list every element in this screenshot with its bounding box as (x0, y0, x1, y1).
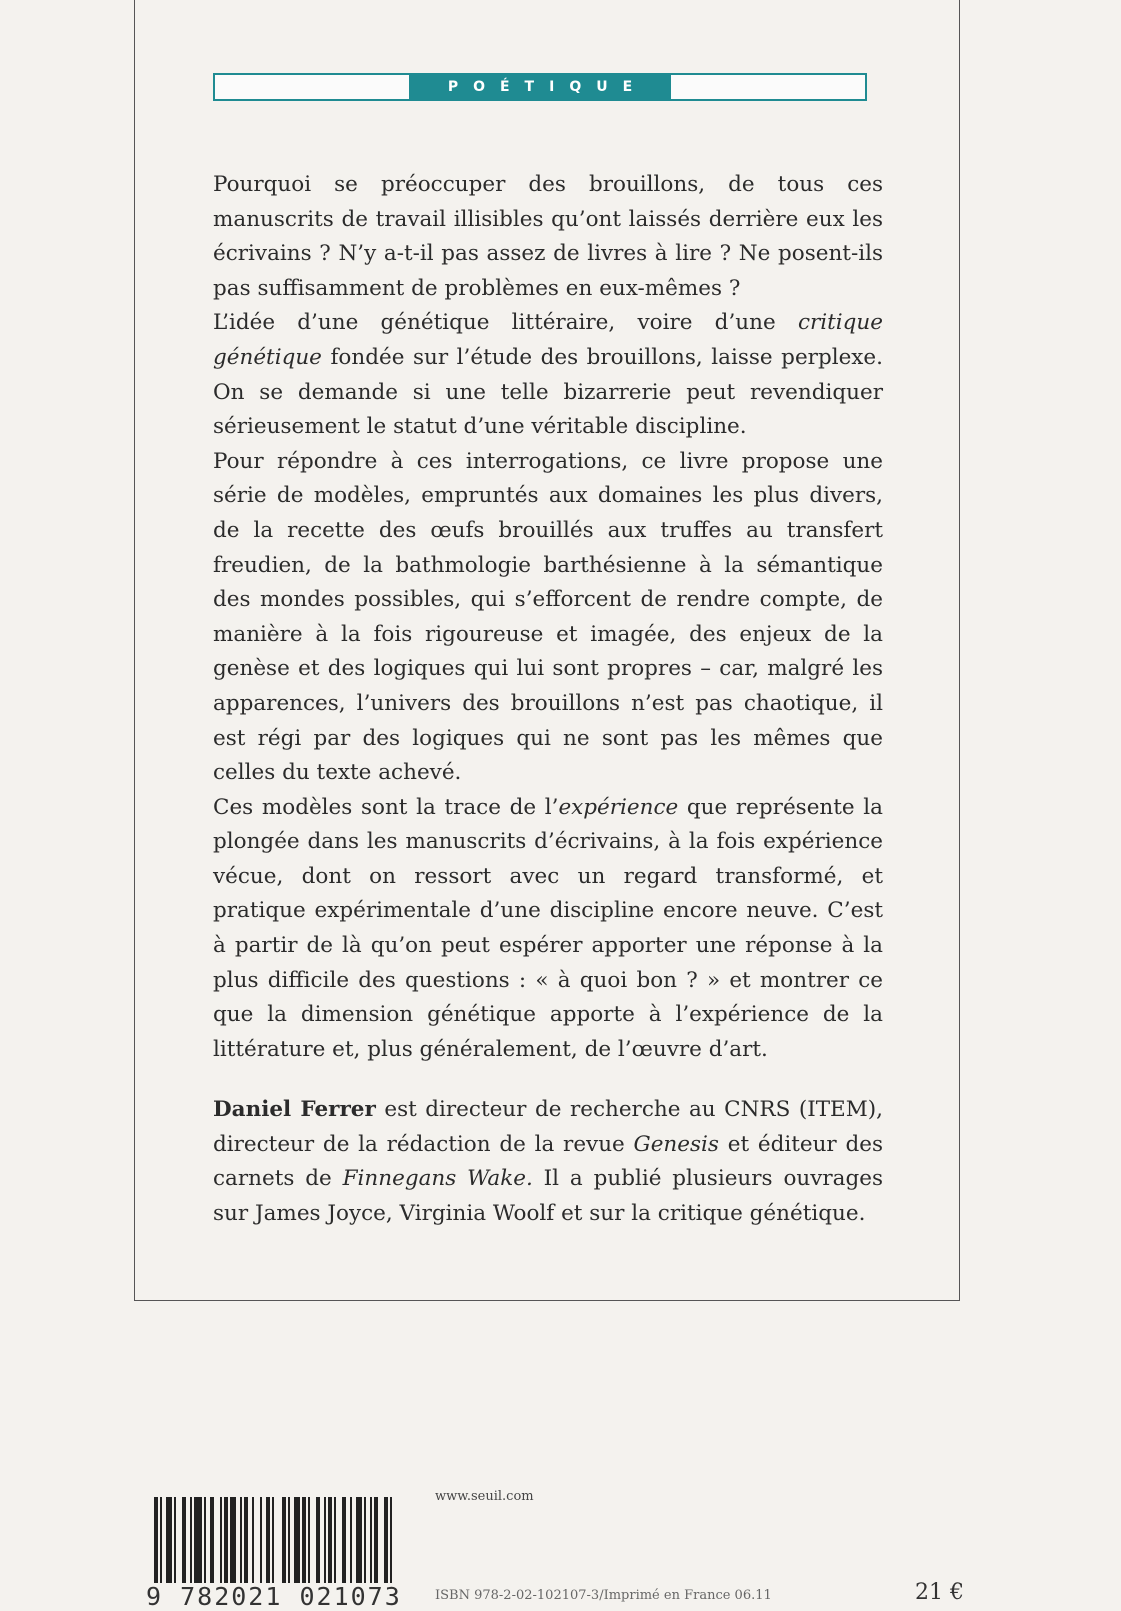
barcode-bar (356, 1497, 362, 1583)
barcode-bar (244, 1497, 248, 1583)
italic-text: critique génétique (213, 310, 883, 370)
author-bio (213, 1093, 883, 1231)
barcode-bar (342, 1497, 346, 1583)
text-run: Pour répondre à ces interrogations, ce livre propose une série de modèles, empruntés aux domaines les plus divers, de la recette des œufs brouillés aux truffes au transfert freudien, de la bathmologie barthésienne à la sémantique des mondes possibles, qui s’efforcent de rendre compte, de manière à la fois rigoureuse et imagée, des enjeux de la genèse et des logiques qui lui sont propres – car, malgré les apparences, l’univers des brouillons n’est pas chaotique, il est régi par des logiques qui ne sont pas les mêmes que celles du texte achevé. (213, 448, 883, 786)
italic-text: Finnegans Wake. (342, 1166, 533, 1192)
barcode-bar (160, 1497, 162, 1583)
barcode-bar (240, 1497, 242, 1583)
barcode-bar (174, 1497, 176, 1583)
barcode-bar (308, 1497, 310, 1583)
collection-banner (213, 73, 867, 101)
barcode-bar (288, 1497, 290, 1583)
text-run: fondée sur l’étude des brouillons, laisse perplexe. On se demande si une telle bizarrerie peut revendiquer sérieusement le statut d’une véritable discipline. (213, 344, 883, 440)
barcode-bar (374, 1497, 378, 1583)
bold-text: Daniel Ferrer (213, 1097, 376, 1122)
italic-text: Genesis (633, 1131, 719, 1157)
barcode-bar (272, 1497, 274, 1583)
barcode-bar (370, 1497, 372, 1583)
text-run: Pourquoi se préoccuper des brouillons, de tous ces manuscrits de travail illisibles qu’ont laissés derrière eux les écrivains ? N’y a-t-il pas assez de livres à lire ? Ne posent-ils pas suffisamment de problèmes en eux-mêmes ? (213, 172, 883, 301)
barcode-bar (266, 1497, 270, 1583)
author-bio-paragraph (213, 1093, 883, 1231)
barcode-bar (220, 1497, 222, 1583)
isbn-line: ISBN 978-2-02-102107-3/Imprimé en France 06.11 (435, 1588, 772, 1603)
blurb-paragraph (213, 168, 883, 306)
barcode-bar (334, 1497, 336, 1583)
barcode-bar (224, 1497, 228, 1583)
text-run: Il a publié plusieurs ouvrages sur James Joyce, Virginia Woolf et sur la critique génétique. (213, 1166, 883, 1226)
blurb-paragraph (213, 445, 883, 791)
barcode-bar (390, 1497, 392, 1583)
text-run: est directeur de recherche au CNRS (ITEM), directeur de la rédaction de la revue (213, 1097, 883, 1157)
barcode-bar (210, 1497, 214, 1583)
barcode-bar (252, 1497, 254, 1583)
text-run: L’idée d’une génétique littéraire, voire d’une (213, 310, 798, 336)
barcode-bar (166, 1497, 172, 1583)
barcode-bar (190, 1497, 192, 1583)
text-run: que représente la plongée dans les manuscrits d’écrivains, à la fois expérience vécue, dont on ressort avec un regard transformé, et pratique expérimentale d’une discipline encore neuve. C’est à partir de là qu’on peut espérer apporter une réponse à la plus difficile des questions : « à quoi bon ? » et montrer ce que la dimension génétique apporte à l’expérience de la littérature et, plus généralement, de l’œuvre d’art. (213, 794, 883, 1062)
barcode-bar (282, 1497, 286, 1583)
barcode-bar (194, 1497, 202, 1583)
publisher-website[interactable]: www.seuil.com (435, 1489, 534, 1504)
barcode-bar (316, 1497, 320, 1583)
text-run: et éditeur des carnets de (213, 1131, 883, 1192)
barcode-digits: 9 782021 021073 (146, 1582, 402, 1611)
barcode-bar (364, 1497, 366, 1583)
barcode (154, 1497, 424, 1583)
barcode-bar (204, 1497, 206, 1583)
barcode-bar (230, 1497, 236, 1583)
barcode-bar (260, 1497, 262, 1583)
text-run: Ces modèles sont la trace de l’ (213, 794, 559, 820)
barcode-bar (328, 1497, 332, 1583)
barcode-bar (154, 1497, 158, 1583)
blurb-paragraph (213, 306, 883, 444)
barcode-bar (384, 1497, 388, 1583)
barcode-bar (350, 1497, 352, 1583)
collection-label: POÉTIQUE (409, 75, 671, 99)
barcode-bar (324, 1497, 326, 1583)
back-cover-blurb (213, 168, 883, 1067)
barcode-bar (182, 1497, 186, 1583)
italic-text: expérience (558, 794, 679, 820)
barcode-bar (294, 1497, 300, 1583)
price: 21 € (915, 1580, 964, 1605)
blurb-paragraph (213, 791, 883, 1068)
barcode-bar (302, 1497, 306, 1583)
